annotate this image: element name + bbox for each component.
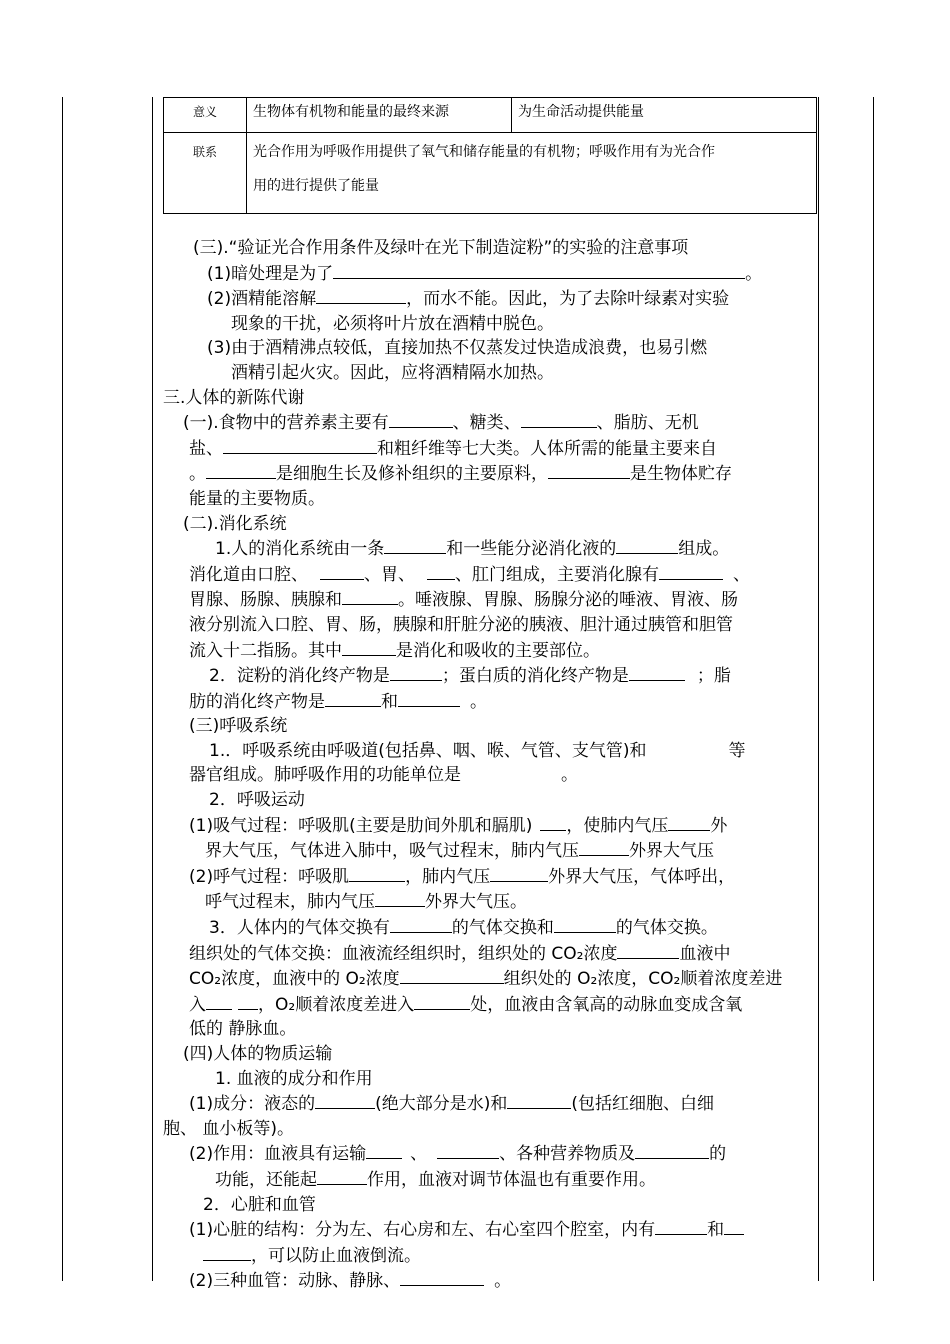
blank[interactable] <box>521 410 597 428</box>
respiration-p1-line-2: 器官组成。肺呼吸作用的功能单位是 。 <box>189 765 578 786</box>
respiration-p1-line-1: 1.．呼吸系统由呼吸道(包括鼻、咽、喉、气管、支气管)和 等 <box>209 740 746 761</box>
experiment-item-2: (2)酒精能溶解 ，而水不能。因此，为了去除叶绿素对实验 <box>163 286 813 312</box>
blank[interactable] <box>629 663 685 681</box>
blank[interactable] <box>490 864 548 882</box>
blank[interactable] <box>223 436 377 454</box>
blank[interactable] <box>389 410 453 428</box>
nutrition-line-2: 盐、 和粗纤维等七大类。人体所需的能量主要来自 <box>163 436 813 462</box>
part3-heading: 三.人体的新陈代谢 <box>163 387 305 408</box>
respiration-heading: (三)呼吸系统 <box>189 716 288 737</box>
blank[interactable] <box>616 536 678 554</box>
digestion-p1-line-5: 流入十二指肠。其中 是消化和吸收的主要部位。 <box>163 638 813 664</box>
relation-line-1: 光合作用为呼吸作用提供了氧气和储存能量的有机物；呼吸作用有为光合作 <box>253 144 715 160</box>
blank[interactable] <box>349 864 405 882</box>
blank[interactable] <box>206 992 232 1010</box>
blood-function-line-1: (2)作用：血液具有运输 、 、各种营养物质及 的 <box>163 1141 813 1167</box>
relation-line-2: 用的进行提供了能量 <box>253 178 379 194</box>
blank[interactable] <box>238 992 258 1010</box>
table-row-relation <box>164 133 817 214</box>
blank[interactable] <box>414 992 470 1010</box>
worksheet-content <box>163 236 813 1294</box>
blank[interactable] <box>342 638 396 656</box>
gas-exchange-line-1: 3．人体内的气体交换有 的气体交换和 的气体交换。 <box>163 915 813 941</box>
blank[interactable] <box>427 562 455 580</box>
digestion-p1-line-2: 消化道由口腔、 、胃、 、肛门组成，主要消化腺有 、 <box>163 562 813 588</box>
blank[interactable] <box>398 689 460 707</box>
blank[interactable] <box>320 562 364 580</box>
cell-respiration-significance: 为生命活动提供能量 <box>512 98 817 133</box>
digestion-p1-line-4: 液分别流入口腔、胃、肠，胰腺和肝脏分泌的胰液、胆汁通过胰管和胆管 <box>189 614 733 635</box>
cell-photosynthesis-significance: 生物体有机物和能量的最终来源 <box>247 98 512 133</box>
exhale-line-1: (2)呼气过程：呼吸肌 ，肺内气压 外界大气压，气体呼出， <box>163 864 813 890</box>
column-divider-left <box>152 97 153 1281</box>
heart-structure-line-1: (1)心脏的结构：分为左、右心房和左、右心室四个腔室，内有 和 <box>163 1217 813 1243</box>
outer-left-border <box>62 97 63 1281</box>
blank[interactable] <box>659 562 723 580</box>
blank[interactable] <box>333 261 745 279</box>
row-label-relation: 联系 <box>164 133 247 214</box>
blank[interactable] <box>315 1091 375 1109</box>
blank[interactable] <box>540 813 566 831</box>
comparison-table <box>163 97 817 214</box>
heart-vessel-heading: 2．心脏和血管 <box>203 1194 316 1215</box>
blank[interactable] <box>635 1141 709 1159</box>
blank[interactable] <box>206 461 276 479</box>
blood-function-line-2: 功能，还能起 作用，血液对调节体温也有重要作用。 <box>163 1167 813 1193</box>
digestion-heading: (二).消化系统 <box>183 513 287 534</box>
table-row-significance <box>164 98 817 133</box>
blank[interactable] <box>724 1217 744 1235</box>
nutrition-line-1: (一).食物中的营养素主要有 、糖类、 、脂肪、无机 <box>163 410 813 436</box>
experiment-item-3: (3)由于酒精沸点较低，直接加热不仅蒸发过快造成浪费，也易引燃 <box>207 338 708 359</box>
blank[interactable] <box>400 1268 484 1286</box>
blood-composition-line-2: 胞、 血小板等)。 <box>163 1118 295 1139</box>
blank[interactable] <box>400 966 504 984</box>
experiment-item-2-cont: 现象的干扰，必须将叶片放在酒精中脱色。 <box>231 313 554 334</box>
outer-right-border <box>873 97 874 1281</box>
digestion-p2-line-2: 肪的消化终产物是 和 。 <box>163 689 813 715</box>
experiment-section-title: (三).“验证光合作用条件及绿叶在光下制造淀粉”的实验的注意事项 <box>193 238 689 258</box>
blank[interactable] <box>325 689 381 707</box>
blank[interactable] <box>548 461 630 479</box>
vessels-line: (2)三种血管：动脉、静脉、 。 <box>163 1268 813 1294</box>
blank[interactable] <box>617 941 679 959</box>
blank[interactable] <box>579 838 629 856</box>
experiment-item-1: (1)暗处理是为了 。 <box>163 261 813 287</box>
nutrition-line-4: 能量的主要物质。 <box>189 488 325 509</box>
blank[interactable] <box>655 1217 707 1235</box>
gas-exchange-line-2: 组织处的气体交换：血液流经组织时，组织处的 CO₂浓度 血液中 <box>163 941 813 967</box>
inhale-line-1: (1)吸气过程：呼吸肌(主要是肋间外肌和膈肌) ，使肺内气压 外 <box>163 813 813 839</box>
column-divider-right <box>818 97 819 1281</box>
row-label-significance: 意义 <box>164 98 247 133</box>
blank[interactable] <box>507 1091 571 1109</box>
heart-structure-line-2: ，可以防止血液倒流。 <box>163 1243 813 1269</box>
gas-exchange-line-3: CO₂浓度，血液中的 O₂浓度 组织处的 O₂浓度，CO₂顺着浓度差进 <box>163 966 813 992</box>
gas-exchange-line-4: 入 ，O₂顺着浓度差进入 处，血液由含氧高的动脉血变成含氧 <box>163 992 813 1018</box>
experiment-item-3-cont: 酒精引起火灾。因此，应将酒精隔水加热。 <box>231 362 554 383</box>
digestion-p1-line-1: 1.人的消化系统由一条 和一些能分泌消化液的 组成。 <box>163 536 813 562</box>
blank[interactable] <box>390 915 452 933</box>
blank[interactable] <box>317 1167 367 1185</box>
blank[interactable] <box>203 1243 251 1261</box>
blank[interactable] <box>384 536 446 554</box>
blank[interactable] <box>342 587 398 605</box>
blank[interactable] <box>316 286 406 304</box>
blank[interactable] <box>375 889 425 907</box>
respiration-p2-heading: 2．呼吸运动 <box>209 790 305 811</box>
digestion-p1-line-3: 胃腺、肠腺、胰腺和 。唾液腺、胃腺、肠腺分泌的唾液、胃液、肠 <box>163 587 813 613</box>
blood-composition-line-1: (1)成分：液态的 (绝大部分是水)和 (包括红细胞、白细 <box>163 1091 813 1117</box>
blank[interactable] <box>554 915 616 933</box>
blank[interactable] <box>437 1141 499 1159</box>
blank[interactable] <box>668 813 710 831</box>
transport-heading: (四)人体的物质运输 <box>183 1044 333 1064</box>
cell-relation <box>247 133 817 214</box>
nutrition-line-3: 。 是细胞生长及修补组织的主要原料， 是生物体贮存 <box>163 461 813 487</box>
gas-exchange-line-5: 低的 静脉血。 <box>189 1019 297 1040</box>
exhale-line-2: 呼气过程末，肺内气压 外界大气压。 <box>163 889 813 915</box>
digestion-p2-line-1: 2．淀粉的消化终产物是 ；蛋白质的消化终产物是 ；脂 <box>163 663 813 689</box>
blank[interactable] <box>390 663 442 681</box>
blank[interactable] <box>366 1141 402 1159</box>
inhale-line-2: 界大气压，气体进入肺中，吸气过程末，肺内气压 外界大气压 <box>163 838 813 864</box>
blood-heading: 1. 血液的成分和作用 <box>215 1068 373 1089</box>
